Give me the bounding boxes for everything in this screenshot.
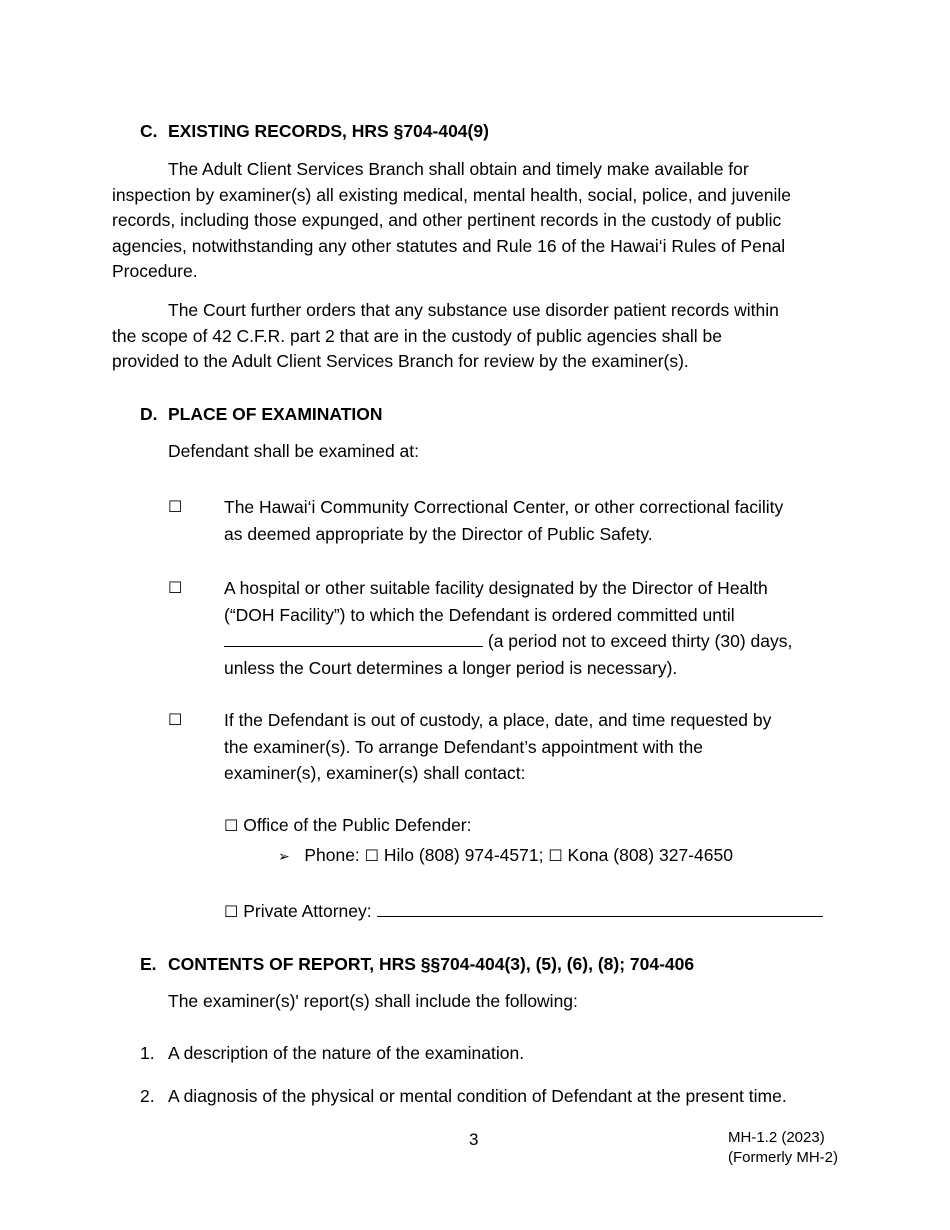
- section-e-letter: E.: [140, 954, 157, 974]
- option-line: examiner(s), examiner(s) shall contact:: [224, 763, 526, 783]
- form-id: MH-1.2 (2023): [728, 1129, 825, 1146]
- public-defender-label: Office of the Public Defender:: [243, 815, 472, 835]
- list-item-number: 2.: [140, 1086, 155, 1106]
- option-line: If the Defendant is out of custody, a place, date, and time requested by: [224, 710, 772, 730]
- section-c-heading: [140, 121, 740, 143]
- page-number: 3: [469, 1130, 479, 1149]
- paragraph-line: provided to the Adult Client Services Branch for review by the examiner(s).: [112, 351, 689, 372]
- option-line: (a period not to exceed thirty (30) days,: [487, 631, 793, 651]
- paragraph-line: records, including those expunged, and other pertinent records in the custody of public: [112, 210, 782, 231]
- list-item-text: A description of the nature of the examination.: [168, 1043, 525, 1063]
- option-checkbox-doh-facility[interactable]: ☐: [168, 578, 183, 597]
- private-attorney-checkbox[interactable]: ☐: [224, 902, 239, 921]
- paragraph-line: agencies, notwithstanding any other statutes and Rule 16 of the Hawai‘i Rules of Penal: [112, 235, 786, 256]
- list-item-text: A diagnosis of the physical or mental condition of Defendant at the present time.: [168, 1086, 787, 1106]
- paragraph-line: inspection by examiner(s) all existing medical, mental health, social, police, and juvenile: [112, 184, 791, 205]
- section-d-letter: D.: [140, 404, 158, 424]
- section-d-intro: Defendant shall be examined at:: [168, 441, 419, 461]
- option-line: unless the Court determines a longer period is necessary).: [224, 657, 678, 678]
- paragraph-line: The Court further orders that any substance use disorder patient records within: [168, 300, 779, 320]
- formerly-form-id: (Formerly MH-2): [728, 1149, 838, 1166]
- public-defender-checkbox[interactable]: ☐: [224, 816, 239, 835]
- option-line: (“DOH Facility”) to which the Defendant is ordered committed until: [224, 604, 735, 625]
- section-d-title: PLACE OF EXAMINATION: [168, 404, 383, 424]
- private-attorney-label: Private Attorney:: [243, 901, 372, 921]
- option-line: The Hawai‘i Community Correctional Center, or other correctional facility: [224, 497, 784, 517]
- section-e-heading: [140, 954, 840, 976]
- option-text-doh-facility: [224, 575, 844, 681]
- paragraph-line: The Adult Client Services Branch shall obtain and timely make available for: [168, 159, 749, 179]
- option-text-out-of-custody: [224, 707, 844, 787]
- phone-row: [278, 845, 733, 866]
- option-line: the examiner(s). To arrange Defendant’s appointment with the: [224, 736, 703, 757]
- option-checkbox-out-of-custody[interactable]: ☐: [168, 710, 183, 729]
- option-line: A hospital or other suitable facility designated by the Director of Health: [224, 578, 768, 598]
- section-e-intro: The examiner(s)' report(s) shall include the following:: [168, 991, 578, 1011]
- option-text-correctional: [224, 494, 844, 547]
- section-c-title: EXISTING RECORDS, HRS §704-404(9): [168, 121, 489, 141]
- section-d-heading: [140, 404, 740, 426]
- section-e-title: CONTENTS OF REPORT, HRS §§704-404(3), (5), (6), (8); 704-406: [168, 954, 695, 974]
- section-c-paragraph-1: [112, 157, 847, 285]
- list-item-number: 1.: [140, 1043, 155, 1063]
- kona-phone: Kona (808) 327-4650: [567, 845, 733, 865]
- paragraph-line: Procedure.: [112, 261, 198, 282]
- paragraph-line: the scope of 42 C.F.R. part 2 that are in the custody of public agencies shall be: [112, 325, 722, 346]
- commitment-date-blank[interactable]: [224, 629, 483, 647]
- kona-checkbox[interactable]: ☐: [548, 846, 563, 865]
- section-c-letter: C.: [140, 121, 158, 141]
- private-attorney-row: [224, 899, 823, 922]
- option-checkbox-correctional[interactable]: ☐: [168, 497, 183, 516]
- section-c-paragraph-2: [112, 298, 847, 375]
- private-attorney-blank[interactable]: [377, 899, 823, 917]
- phone-label: Phone:: [304, 845, 360, 865]
- hilo-checkbox[interactable]: ☐: [364, 846, 380, 865]
- hilo-phone: Hilo (808) 974-4571;: [383, 845, 544, 865]
- public-defender-row: [224, 815, 472, 836]
- list-item: [140, 1043, 840, 1065]
- option-line: as deemed appropriate by the Director of Public Safety.: [224, 523, 653, 544]
- list-item: [140, 1086, 840, 1108]
- arrow-bullet-icon: ➢: [278, 849, 290, 865]
